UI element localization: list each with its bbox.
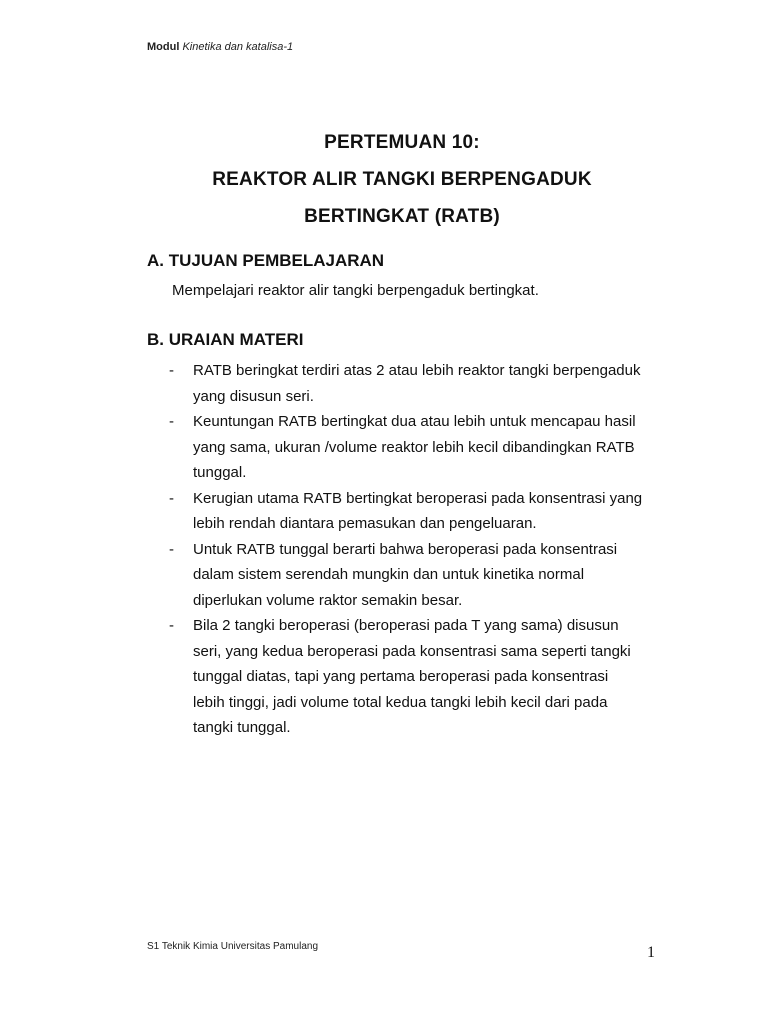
list-item-line: seri, yang kedua beroperasi pada konsentrasi sama seperti tangki bbox=[193, 642, 631, 660]
list-item-line: RATB beringkat terdiri atas 2 atau lebih reaktor tangki berpengaduk bbox=[193, 362, 641, 379]
list-item-line: tunggal diatas, tapi yang pertama beroperasi pada konsentrasi bbox=[193, 668, 609, 685]
list-item-line: yang sama, ukuran /volume reaktor lebih kecil dibandingkan RATB bbox=[193, 438, 635, 456]
list-item-line: Keuntungan RATB bertingkat dua atau lebih untuk mencapau hasil bbox=[193, 413, 636, 430]
list-dash: - bbox=[169, 540, 174, 558]
title-line-3: BERTINGKAT (RATB) bbox=[304, 206, 500, 227]
list-item-line: yang disusun seri. bbox=[193, 387, 314, 405]
list-dash: - bbox=[169, 362, 174, 379]
running-header bbox=[147, 41, 293, 53]
list-item-line: Untuk RATB tunggal berarti bahwa beroperasi pada konsentrasi bbox=[193, 540, 618, 558]
list-dash: - bbox=[169, 617, 174, 634]
list-item-line: lebih rendah diantara pemasukan dan pengeluaran. bbox=[193, 515, 537, 532]
list-item-line: Kerugian utama RATB bertingkat beroperasi pada konsentrasi yang bbox=[193, 489, 643, 507]
list-dash: - bbox=[169, 413, 174, 430]
section-a-heading: A. TUJUAN PEMBELAJARAN bbox=[147, 251, 385, 270]
section-a-text: Mempelajari reaktor alir tangki berpengaduk bertingkat. bbox=[172, 282, 539, 299]
running-footer: S1 Teknik Kimia Universitas Pamulang bbox=[147, 941, 319, 952]
list-item-line: lebih tinggi, jadi volume total kedua tangki lebih kecil dari pada bbox=[193, 693, 608, 711]
module-label: Modul bbox=[147, 41, 180, 53]
section-b-heading: B. URAIAN MATERI bbox=[147, 330, 304, 349]
list-item bbox=[165, 613, 665, 741]
list-item bbox=[165, 486, 665, 537]
title-line-2: REAKTOR ALIR TANGKI BERPENGADUK bbox=[212, 169, 592, 190]
document-title bbox=[147, 124, 657, 235]
module-name: Kinetika dan katalisa-1 bbox=[182, 41, 294, 53]
list-item-line: tangki tunggal. bbox=[193, 719, 291, 736]
list-item-line: diperlukan volume raktor semakin besar. bbox=[193, 591, 463, 609]
list-item-line: tunggal. bbox=[193, 464, 247, 481]
materi-list bbox=[165, 358, 665, 741]
list-item bbox=[165, 537, 665, 614]
list-item-line: Bila 2 tangki beroperasi (beroperasi pada T yang sama) disusun bbox=[193, 617, 619, 634]
list-item bbox=[165, 358, 665, 409]
list-item bbox=[165, 409, 665, 486]
page-number: 1 bbox=[647, 944, 655, 961]
list-dash: - bbox=[169, 489, 174, 507]
list-item-line: dalam sistem serendah mungkin dan untuk kinetika normal bbox=[193, 566, 585, 583]
title-line-1: PERTEMUAN 10: bbox=[324, 132, 480, 153]
